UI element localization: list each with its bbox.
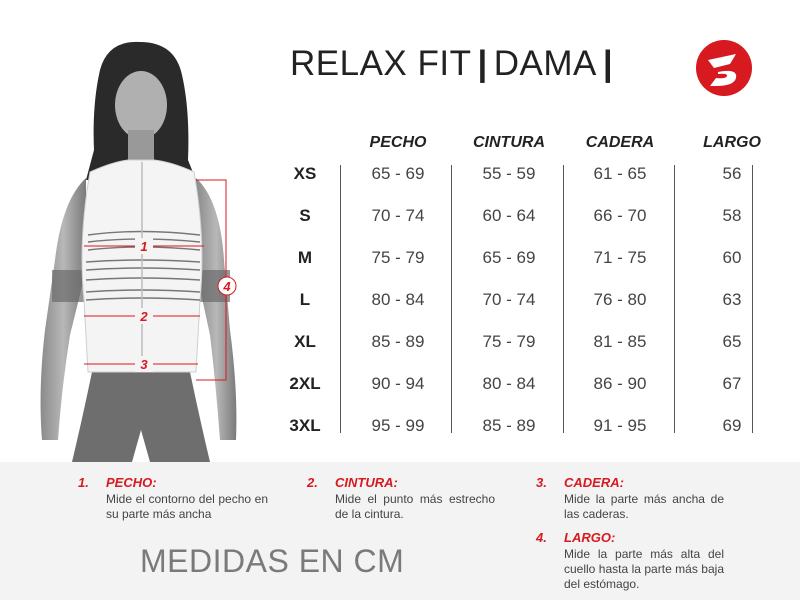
- size-cell-largo: 63: [722, 290, 742, 309]
- size-cell-cadera: 91 - 95: [593, 416, 647, 435]
- definition-name: LARGO:: [564, 530, 616, 545]
- definition-name: PECHO:: [106, 475, 157, 490]
- title-trailing-separator: |: [602, 44, 614, 83]
- definition-number: 2.: [307, 475, 318, 490]
- definition-hip: [536, 475, 731, 535]
- size-label: XS: [293, 164, 317, 183]
- size-label: 3XL: [289, 416, 321, 435]
- definition-text: Mide la parte más ancha de las caderas.: [564, 492, 724, 521]
- size-cell-cadera: 81 - 85: [593, 332, 647, 351]
- size-cell-largo: 67: [722, 374, 742, 393]
- left-arm: [41, 178, 86, 440]
- size-cell-pecho: 95 - 99: [371, 416, 425, 435]
- size-cell-largo: 65: [722, 332, 742, 351]
- definition-number: 4.: [536, 530, 547, 545]
- size-cell-cintura: 70 - 74: [482, 290, 536, 309]
- model-figure: [0, 0, 280, 462]
- size-cell-cadera: 66 - 70: [593, 206, 647, 225]
- size-cell-largo: 69: [722, 416, 742, 435]
- waist-marker: 2: [140, 309, 148, 324]
- size-label: XL: [294, 332, 316, 351]
- size-table: [280, 130, 761, 435]
- size-cell-cintura: 85 - 89: [482, 416, 536, 435]
- column-header: LARGO: [703, 134, 761, 151]
- units-note: MEDIDAS EN CM: [140, 543, 405, 579]
- face: [115, 71, 167, 139]
- definition-name: CINTURA:: [335, 475, 398, 490]
- size-label: L: [299, 290, 311, 309]
- definition-chest: [78, 475, 268, 535]
- brand-logo-icon: [694, 38, 754, 98]
- size-cell-largo: 58: [722, 206, 742, 225]
- size-cell-pecho: 75 - 79: [371, 248, 425, 267]
- size-cell-pecho: 90 - 94: [371, 374, 425, 393]
- size-label: M: [297, 248, 313, 267]
- definition-number: 1.: [78, 475, 89, 490]
- neck: [128, 130, 154, 162]
- size-cell-largo: 56: [722, 164, 742, 183]
- column-header: PECHO: [369, 134, 427, 151]
- size-cell-largo: 60: [722, 248, 742, 267]
- right-arm: [196, 178, 236, 440]
- size-cell-cadera: 76 - 80: [593, 290, 647, 309]
- column-header: CINTURA: [473, 134, 545, 151]
- definition-waist: [307, 475, 497, 535]
- definition-length: [536, 530, 731, 594]
- length-marker: 4: [223, 279, 231, 294]
- left-cuff: [52, 270, 84, 302]
- chest-marker: 1: [140, 239, 148, 254]
- size-cell-pecho: 85 - 89: [371, 332, 425, 351]
- size-cell-pecho: 65 - 69: [371, 164, 425, 183]
- size-cell-pecho: 80 - 84: [371, 290, 425, 309]
- title-category: DAMA: [493, 44, 597, 83]
- page-title: [290, 44, 619, 84]
- size-cell-cintura: 65 - 69: [482, 248, 536, 267]
- definition-text: Mide el punto más estrecho de la cintura.: [335, 492, 495, 521]
- size-label: 2XL: [289, 374, 321, 393]
- hip-marker: 3: [140, 357, 148, 372]
- size-cell-cintura: 55 - 59: [482, 164, 536, 183]
- size-label: S: [299, 206, 311, 225]
- definition-text: Mide la parte más alta del cuello hasta la parte más baja del estómago.: [564, 547, 724, 591]
- size-cell-cadera: 61 - 65: [593, 164, 647, 183]
- column-divider: [340, 165, 341, 433]
- size-cell-cadera: 86 - 90: [593, 374, 647, 393]
- definition-name: CADERA:: [564, 475, 624, 490]
- size-cell-cintura: 60 - 64: [482, 206, 536, 225]
- size-cell-cintura: 80 - 84: [482, 374, 536, 393]
- column-header: CADERA: [585, 134, 655, 151]
- definition-text: Mide el contorno del pecho en su parte más ancha: [106, 492, 268, 521]
- size-cell-cintura: 75 - 79: [482, 332, 536, 351]
- size-cell-pecho: 70 - 74: [371, 206, 425, 225]
- size-cell-cadera: 71 - 75: [593, 248, 647, 267]
- shorts: [72, 372, 210, 462]
- definition-number: 3.: [536, 475, 547, 490]
- title-separator: |: [477, 44, 488, 83]
- title-product: RELAX FIT: [290, 44, 472, 83]
